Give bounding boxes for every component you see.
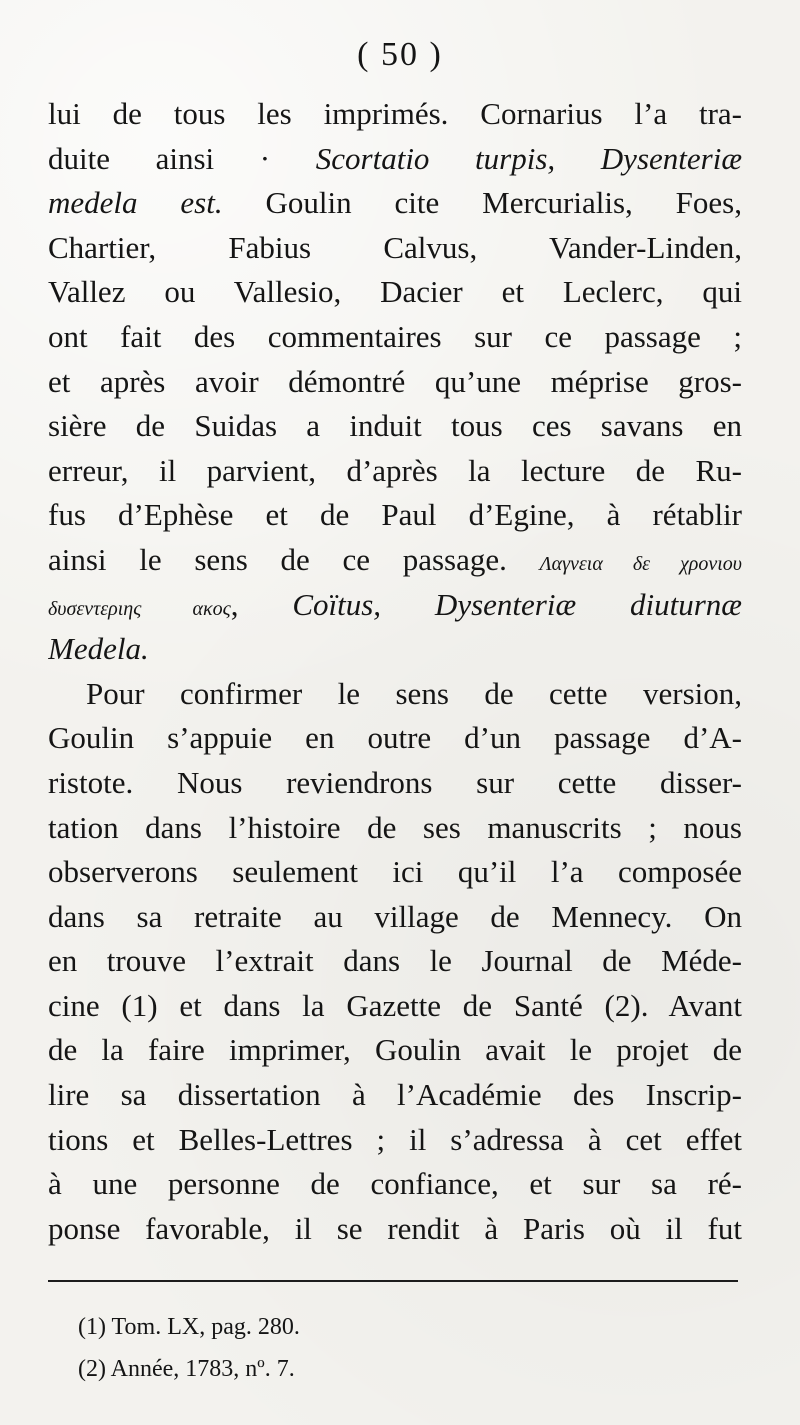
text-run: lui de tous les imprimés. Cornarius l’a tra- bbox=[48, 96, 742, 131]
text-run: Goulin cite Mercurialis, Foes, bbox=[222, 185, 742, 221]
text-run: Goulin s’appuie en outre d’un passage d’A- bbox=[48, 720, 742, 756]
text-line bbox=[48, 1207, 742, 1252]
text-line bbox=[48, 806, 742, 851]
text-line bbox=[48, 672, 742, 717]
main-text bbox=[48, 92, 742, 1251]
text-run: tation dans l’histoire de ses manuscrits ; nous bbox=[48, 809, 742, 845]
text-line bbox=[48, 1118, 742, 1163]
text-line bbox=[48, 761, 742, 806]
text-run: lire sa dissertation à l’Académie des Inscrip- bbox=[48, 1077, 742, 1113]
text-line bbox=[48, 493, 742, 538]
text-run: Pour confirmer le sens de cette version, bbox=[86, 675, 742, 711]
text-line bbox=[48, 449, 742, 494]
text-run: medela est. bbox=[48, 185, 223, 221]
text-line bbox=[48, 226, 742, 271]
text-run: observerons seulement ici qu’il l’a composée bbox=[48, 854, 742, 890]
footnote-divider bbox=[48, 1280, 738, 1282]
text-run: tions et Belles-Lettres ; il s’adressa à cet effet bbox=[48, 1121, 742, 1157]
text-run: Chartier, Fabius Calvus, Vander-Linden, bbox=[48, 229, 742, 265]
text-run: en trouve l’extrait dans le Journal de Méde- bbox=[48, 943, 742, 979]
text-line bbox=[48, 538, 742, 583]
text-run: duite ainsi · bbox=[48, 140, 316, 176]
text-run: ponse favorable, il se rendit à Paris où il fut bbox=[48, 1210, 742, 1246]
text-run: sière de Suidas a induit tous ces savans en bbox=[48, 408, 742, 444]
text-line bbox=[48, 92, 742, 137]
text-line bbox=[48, 1073, 742, 1118]
text-line bbox=[48, 716, 742, 761]
text-run: , bbox=[230, 586, 293, 622]
text-line bbox=[48, 315, 742, 360]
footnote-2: (2) Année, 1783, nº. 7. bbox=[78, 1356, 295, 1382]
text-line bbox=[48, 895, 742, 940]
text-run: ainsi le sens de ce passage. bbox=[48, 541, 540, 577]
footnote-1: (1) Tom. LX, pag. 280. bbox=[78, 1314, 300, 1340]
text-run: ristote. Nous reviendrons sur cette disser- bbox=[48, 764, 742, 800]
greek-text: Λαγνεια δε χρονιου bbox=[539, 552, 742, 575]
text-run: Vallez ou Vallesio, Dacier et Leclerc, qui bbox=[48, 274, 742, 310]
text-line bbox=[48, 1162, 742, 1207]
text-line bbox=[48, 137, 742, 182]
footnotes bbox=[78, 1306, 738, 1390]
text-run: ont fait des commentaires sur ce passage ; bbox=[48, 318, 742, 354]
text-run: fus d’Ephèse et de Paul d’Egine, à rétablir bbox=[48, 497, 742, 533]
text-line bbox=[48, 939, 742, 984]
greek-text: δυσεντεριης ακος bbox=[48, 597, 231, 620]
text-run: dans sa retraite au village de Mennecy. On bbox=[48, 898, 742, 934]
page-number: ( 50 ) bbox=[357, 36, 443, 73]
text-run: erreur, il parvient, d’après la lecture de Ru- bbox=[48, 452, 742, 488]
text-line bbox=[48, 984, 742, 1029]
text-line bbox=[48, 627, 742, 672]
text-line bbox=[48, 1028, 742, 1073]
text-line bbox=[48, 270, 742, 315]
text-run: Medela. bbox=[48, 631, 149, 667]
text-line bbox=[48, 360, 742, 405]
text-line bbox=[48, 404, 742, 449]
text-run: cine (1) et dans la Gazette de Santé (2). Avant bbox=[48, 987, 742, 1023]
text-run: et après avoir démontré qu’une méprise gros- bbox=[48, 363, 742, 399]
text-line bbox=[48, 583, 742, 628]
text-run: Scortatio turpis, Dysenteriæ bbox=[315, 140, 742, 176]
text-line bbox=[48, 181, 742, 226]
text-run: Coïtus, Dysenteriæ diuturnæ bbox=[292, 586, 742, 622]
text-run: à une personne de confiance, et sur sa ré- bbox=[48, 1166, 742, 1202]
text-run: de la faire imprimer, Goulin avait le projet de bbox=[48, 1032, 742, 1068]
text-line bbox=[48, 850, 742, 895]
